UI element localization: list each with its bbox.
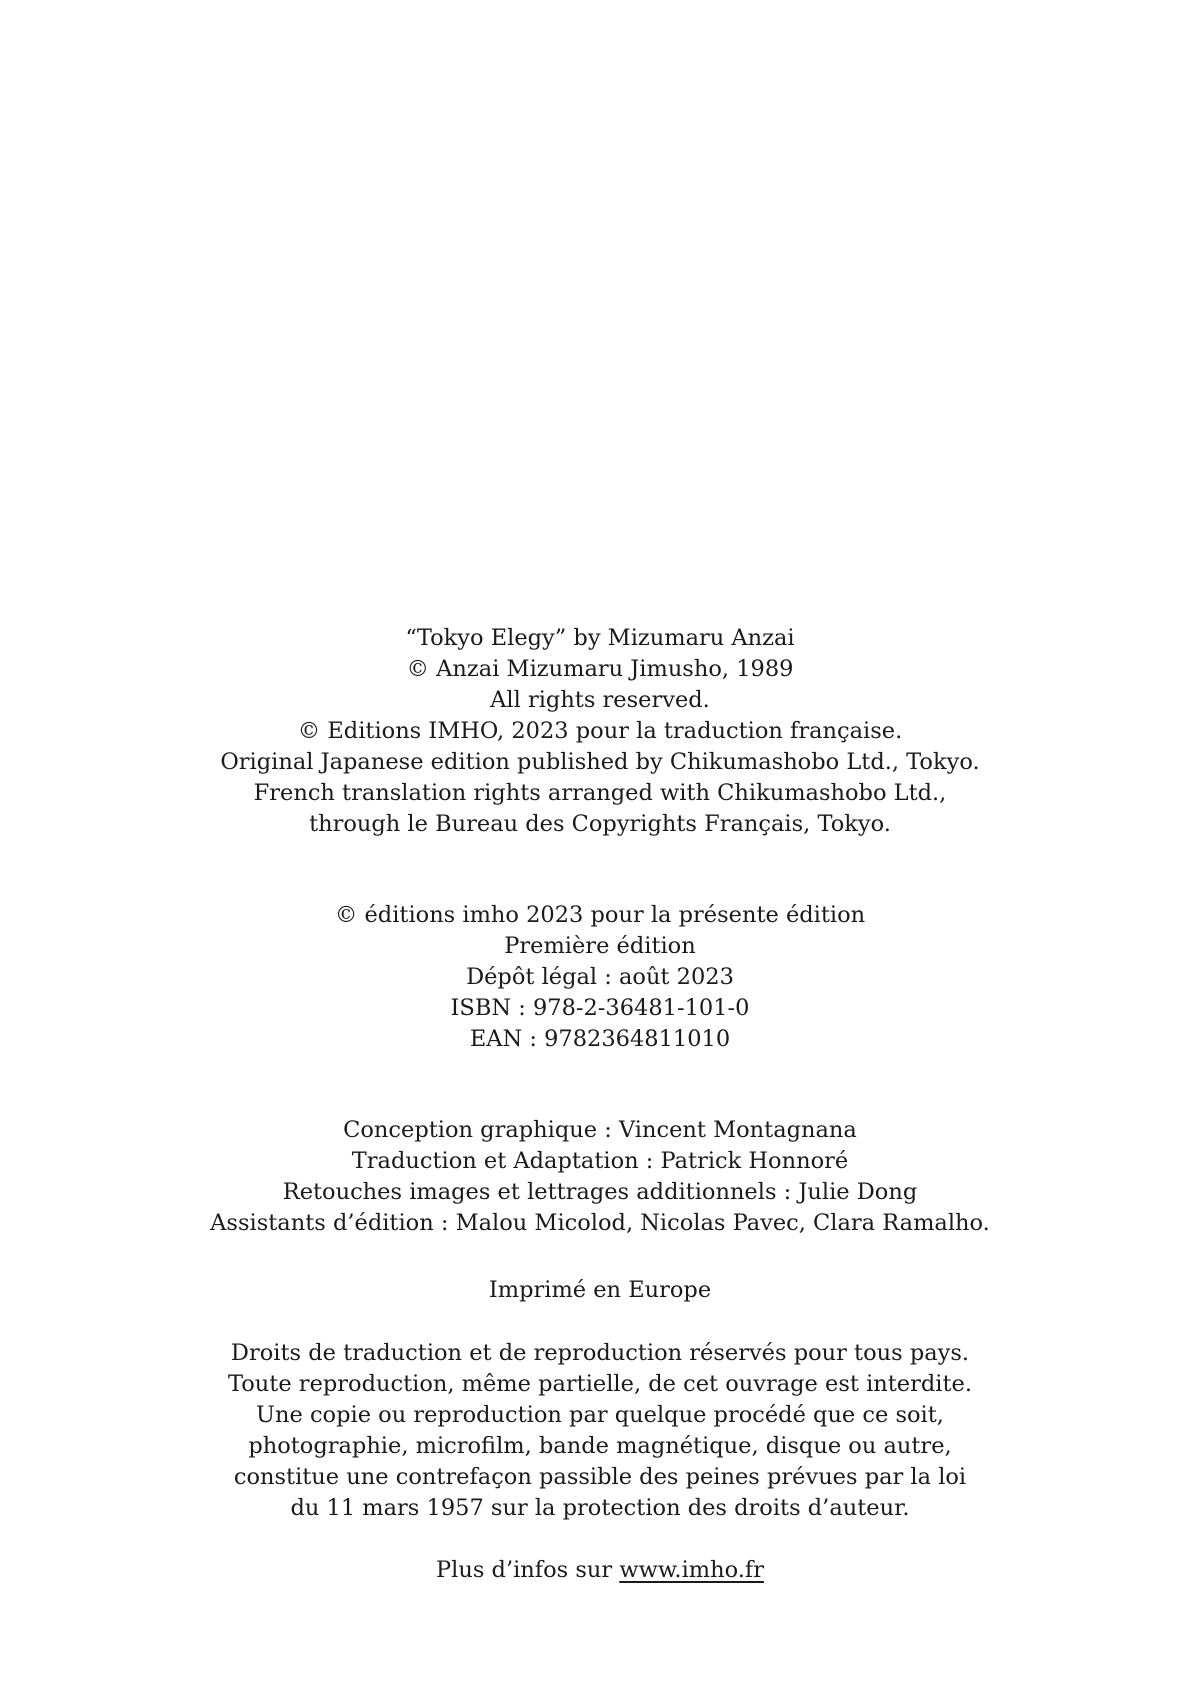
more-info-prefix: Plus d’infos sur xyxy=(436,1557,620,1583)
copyright-original-line: © Anzai Mizumaru Jimusho, 1989 xyxy=(406,656,794,682)
printed-block xyxy=(0,1275,1200,1306)
legal-notice-line: Une copie ou reproduction par quelque procédé que ce soit, xyxy=(256,1402,944,1428)
more-info-line xyxy=(0,1555,1200,1586)
present-edition-line: © éditions imho 2023 pour la présente édition xyxy=(334,902,866,928)
more-info-block xyxy=(0,1555,1200,1586)
title-credit-line: “Tokyo Elegy” by Mizumaru Anzai xyxy=(405,625,795,651)
legal-notice-line: du 11 mars 1957 sur la protection des droits d’auteur. xyxy=(290,1495,910,1521)
printed-in-line: Imprimé en Europe xyxy=(488,1277,712,1303)
retouching-credit: Retouches images et lettrages additionnels : Julie Dong xyxy=(282,1179,918,1205)
legal-notice-block xyxy=(0,1338,1200,1524)
credits-block xyxy=(0,1115,1200,1239)
legal-notice-line: Toute reproduction, même partielle, de cet ouvrage est interdite. xyxy=(228,1371,972,1397)
legal-deposit-line: Dépôt légal : août 2023 xyxy=(466,964,734,990)
legal-notice-line: photographie, microfilm, bande magnétique, disque ou autre, xyxy=(248,1433,952,1459)
edition-block xyxy=(0,900,1200,1055)
ean-line: EAN : 9782364811010 xyxy=(469,1026,731,1052)
first-edition-line: Première édition xyxy=(504,933,696,959)
graphic-design-credit: Conception graphique : Vincent Montagnana xyxy=(343,1117,857,1143)
all-rights-reserved-line: All rights reserved. xyxy=(490,687,710,713)
original-publisher-line: Original Japanese edition published by Chikumashobo Ltd., Tokyo. xyxy=(220,749,980,775)
translation-credit: Traduction et Adaptation : Patrick Honnoré xyxy=(351,1148,849,1174)
copyright-translation-line: © Editions IMHO, 2023 pour la traduction française. xyxy=(297,718,903,744)
translation-rights-line: French translation rights arranged with Chikumashobo Ltd., xyxy=(253,780,947,806)
isbn-line: ISBN : 978-2-36481-101-0 xyxy=(450,995,750,1021)
legal-notice-line: Droits de traduction et de reproduction réservés pour tous pays. xyxy=(230,1340,970,1366)
copyright-bureau-line: through le Bureau des Copyrights Français, Tokyo. xyxy=(309,811,891,837)
editorial-assistants-credit: Assistants d’édition : Malou Micolod, Nicolas Pavec, Clara Ramalho. xyxy=(210,1210,990,1236)
rights-block xyxy=(0,623,1200,840)
website-link[interactable]: www.imho.fr xyxy=(619,1557,764,1583)
legal-notice-line: constitue une contrefaçon passible des peines prévues par la loi xyxy=(233,1464,967,1490)
